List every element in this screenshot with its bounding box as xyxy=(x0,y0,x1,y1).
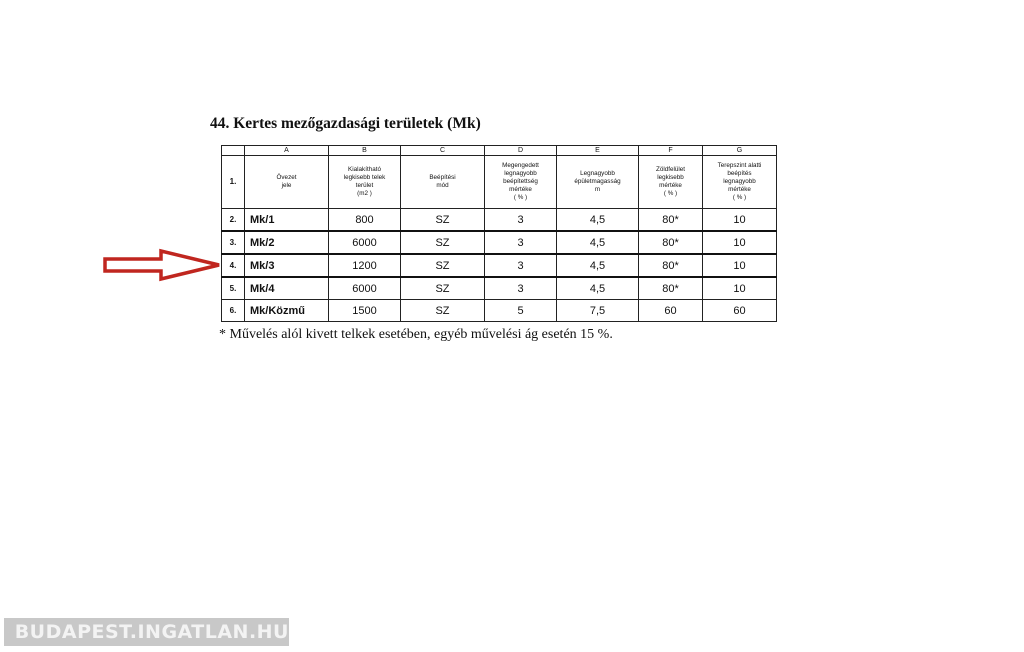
column-letter: C xyxy=(401,146,485,156)
underground-coverage: 10 xyxy=(703,231,777,254)
min-plot-area: 1500 xyxy=(329,300,401,322)
building-mode: SZ xyxy=(401,254,485,277)
table-row xyxy=(222,277,777,300)
column-letter: D xyxy=(485,146,557,156)
column-letter: E xyxy=(557,146,639,156)
column-letter-row xyxy=(222,146,777,156)
row-number: 4. xyxy=(222,254,245,277)
min-plot-area: 1200 xyxy=(329,254,401,277)
building-mode: SZ xyxy=(401,277,485,300)
building-mode: SZ xyxy=(401,300,485,322)
min-green-area: 80* xyxy=(639,209,703,232)
max-height: 4,5 xyxy=(557,254,639,277)
header-min-green-area: Zöldfelület legkisebb mértéke ( % ) xyxy=(639,156,703,209)
min-green-area: 80* xyxy=(639,254,703,277)
max-height: 4,5 xyxy=(557,231,639,254)
table-row xyxy=(222,231,777,254)
row-number: 2. xyxy=(222,209,245,232)
table-footnote: * Művelés alól kivett telkek esetében, egyéb művelési ág esetén 15 %. xyxy=(219,327,613,342)
min-plot-area: 6000 xyxy=(329,231,401,254)
table-row-highlighted xyxy=(222,254,777,277)
min-green-area: 80* xyxy=(639,277,703,300)
row-number: 6. xyxy=(222,300,245,322)
page-heading: 44. Kertes mezőgazdasági területek (Mk) xyxy=(210,115,481,132)
red-arrow-icon xyxy=(103,248,223,282)
min-green-area: 80* xyxy=(639,231,703,254)
column-letter: G xyxy=(703,146,777,156)
underground-coverage: 10 xyxy=(703,209,777,232)
header-max-height: Legnagyobb épületmagasság m xyxy=(557,156,639,209)
building-mode: SZ xyxy=(401,209,485,232)
max-coverage: 3 xyxy=(485,209,557,232)
max-coverage: 3 xyxy=(485,231,557,254)
zone-code: Mk/4 xyxy=(245,277,329,300)
max-height: 4,5 xyxy=(557,209,639,232)
row-number: 5. xyxy=(222,277,245,300)
zone-code: Mk/2 xyxy=(245,231,329,254)
building-mode: SZ xyxy=(401,231,485,254)
min-plot-area: 6000 xyxy=(329,277,401,300)
max-coverage: 5 xyxy=(485,300,557,322)
table-row xyxy=(222,300,777,322)
zone-code: Mk/3 xyxy=(245,254,329,277)
watermark-text: BUDAPEST.INGATLAN.HU xyxy=(14,621,289,643)
header-underground-coverage: Terepszint alatti beépítés legnagyobb mértéke ( % ) xyxy=(703,156,777,209)
underground-coverage: 60 xyxy=(703,300,777,322)
min-plot-area: 800 xyxy=(329,209,401,232)
header-min-plot-area: Kialakítható legkisebb telek terület (m2 ) xyxy=(329,156,401,209)
row-number: 1. xyxy=(222,156,245,209)
underground-coverage: 10 xyxy=(703,254,777,277)
column-header-row xyxy=(222,156,777,209)
row-number: 3. xyxy=(222,231,245,254)
house-icon xyxy=(8,621,9,643)
zone-code: Mk/1 xyxy=(245,209,329,232)
max-coverage: 3 xyxy=(485,254,557,277)
site-watermark xyxy=(4,618,289,646)
column-letter: A xyxy=(245,146,329,156)
column-letter: F xyxy=(639,146,703,156)
table-row xyxy=(222,209,777,232)
zoning-table xyxy=(221,145,777,322)
header-max-coverage: Megengedett legnagyobb beépítettség mértéke ( % ) xyxy=(485,156,557,209)
header-building-mode: Beépítési mód xyxy=(401,156,485,209)
header-zone-code: Övezet jele xyxy=(245,156,329,209)
underground-coverage: 10 xyxy=(703,277,777,300)
zone-code: Mk/Közmű xyxy=(245,300,329,322)
column-letter: B xyxy=(329,146,401,156)
max-coverage: 3 xyxy=(485,277,557,300)
max-height: 4,5 xyxy=(557,277,639,300)
corner-cell xyxy=(222,146,245,156)
min-green-area: 60 xyxy=(639,300,703,322)
max-height: 7,5 xyxy=(557,300,639,322)
